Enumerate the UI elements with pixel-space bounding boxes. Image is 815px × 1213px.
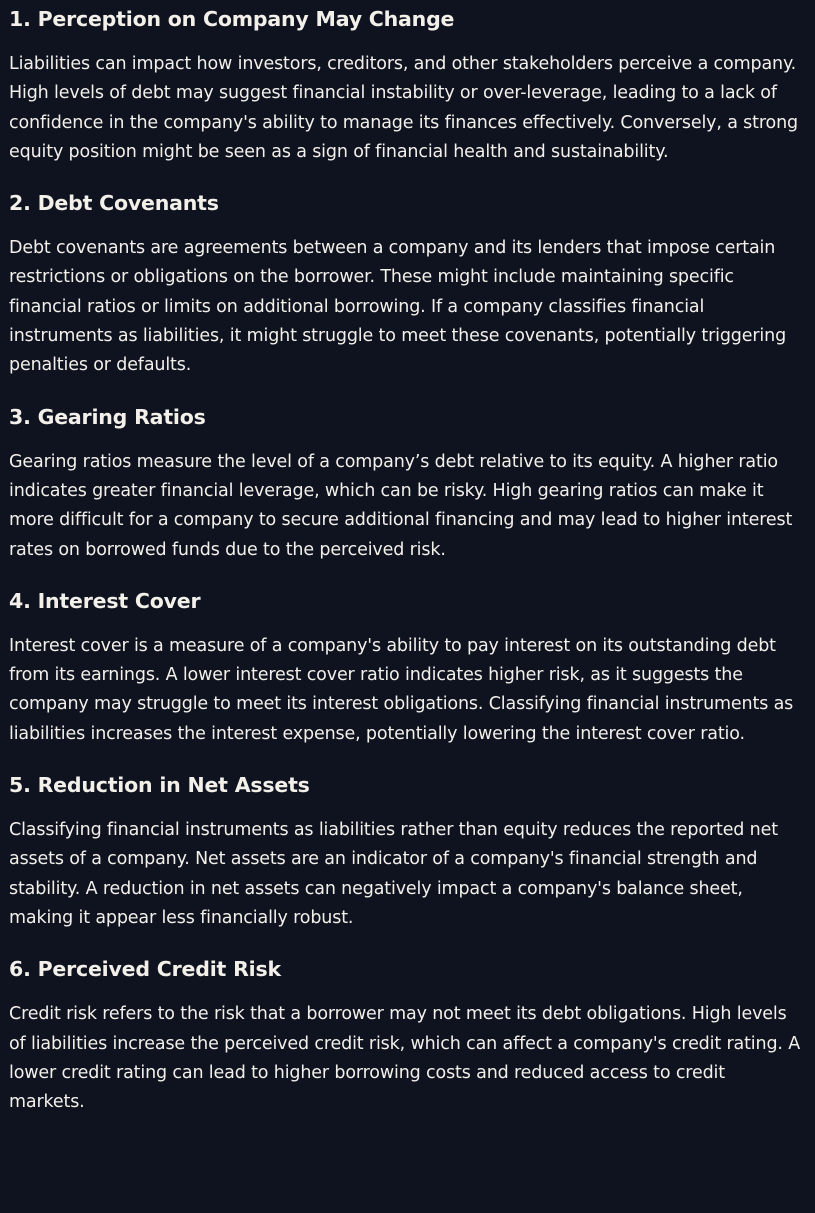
section-credit-risk [9, 955, 805, 1117]
section-heading: 1. Perception on Company May Change [9, 7, 455, 31]
section-heading: 4. Interest Cover [9, 588, 201, 613]
section-paragraph: Liabilities can impact how investors, creditors, and other stakeholders perceive a company. High levels of debt may suggest financial instability or over-leverage, leading to a lack of confidence in the company's ability to manage its finances effectively. Conversely, a strong equity position might be seen as a sign of financial health and sustainability. [9, 54, 798, 162]
section-paragraph: Classifying financial instruments as liabilities rather than equity reduces the reported net assets of a company. Net assets are an indicator of a company's financial strength and stability. A reduction in net assets can negatively impact a company's balance sheet, making it appear less financially robust. [9, 820, 778, 928]
section-paragraph: Debt covenants are agreements between a company and its lenders that impose certain restrictions or obligations on the borrower. These might include maintaining specific financial ratios or limits on additional borrowing. If a company classifies financial instruments as liabilities, it might struggle to meet these covenants, potentially triggering penalties or defaults. [9, 238, 787, 376]
section-heading: 6. Perceived Credit Risk [9, 957, 281, 982]
section-paragraph: Gearing ratios measure the level of a company’s debt relative to its equity. A higher ratio indicates greater financial leverage, which can be risky. High gearing ratios can make it more difficult for a company to secure additional financing and may lead to higher interest rates on borrowed funds due to the perceived risk. [9, 451, 793, 560]
section-gearing-ratios [9, 403, 805, 565]
section-heading: 2. Debt Covenants [9, 191, 219, 216]
section-perception [9, 5, 805, 167]
section-debt-covenants [9, 189, 805, 380]
section-net-assets [9, 771, 805, 933]
section-interest-cover [9, 587, 805, 749]
section-heading: 5. Reduction in Net Assets [9, 773, 310, 798]
section-paragraph: Interest cover is a measure of a company's ability to pay interest on its outstanding debt from its earnings. A lower interest cover ratio indicates higher risk, as it suggests the company may struggle to meet its interest obligations. Classifying financial instruments as liabilities increases the interest expense, potentially lowering the interest cover ratio. [9, 635, 794, 744]
section-paragraph: Credit risk refers to the risk that a borrower may not meet its debt obligations. High levels of liabilities increase the perceived credit risk, which can affect a company's credit rating. A lower credit rating can lead to higher borrowing costs and reduced access to credit markets. [9, 1004, 801, 1113]
section-heading: 3. Gearing Ratios [9, 404, 206, 429]
article-content [0, 5, 815, 1117]
